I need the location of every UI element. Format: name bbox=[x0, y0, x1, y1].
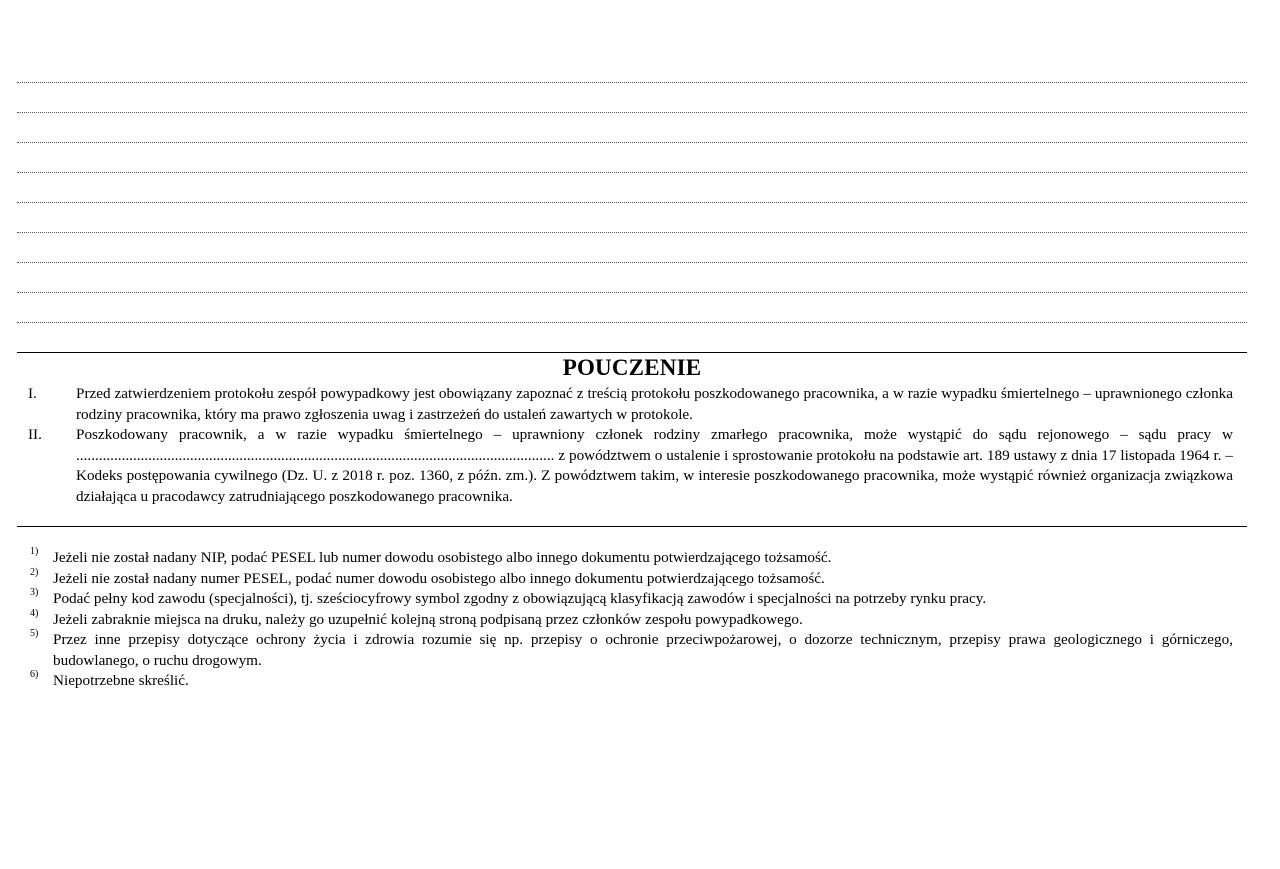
fill-in-line bbox=[17, 82, 1247, 83]
footnote-text: Jeżeli nie został nadany NIP, podać PESEL lub numer dowodu osobistego albo innego dokumentu potwierdzającego tożsamość. bbox=[53, 549, 832, 566]
footnote-item bbox=[28, 589, 1233, 610]
footnote-text: Przez inne przepisy dotyczące ochrony życia i zdrowia rozumie się np. przepisy o ochronie przeciwpożarowej, o dozorze technicznym, przepisy prawa geologicznego i górniczego, budowlanego, o ruchu drogowym. bbox=[53, 631, 1233, 669]
fill-in-line bbox=[17, 262, 1247, 263]
instruction-number: II. bbox=[28, 426, 42, 443]
section-divider-bottom bbox=[17, 526, 1247, 527]
footnote-mark: 6) bbox=[30, 669, 39, 680]
instructions-list bbox=[28, 384, 1233, 507]
section-divider-top bbox=[17, 352, 1247, 353]
footnote-text: Jeżeli zabraknie miejsca na druku, należy go uzupełnić kolejną stroną podpisaną przez członków zespołu powypadkowego. bbox=[53, 610, 803, 628]
footnote-mark: 4) bbox=[30, 607, 39, 619]
footnote-text: Jeżeli nie został nadany numer PESEL, podać numer dowodu osobistego albo innego dokumentu potwierdzającego tożsamość. bbox=[53, 569, 825, 587]
footnote-item bbox=[28, 607, 1233, 631]
instruction-text: Przed zatwierdzeniem protokołu zespół powypadkowy jest obowiązany zapoznać z treścią protokołu poszkodowanego pracownika, a w razie wypadku śmiertelnego – uprawnionego członka rodziny pracownika, który ma prawo zgłoszenia uwag i zastrzeżeń do ustaleń zawartych w protokole. bbox=[76, 385, 1233, 423]
footnote-item bbox=[28, 566, 1233, 590]
footnote-text: Niepotrzebne skreślić. bbox=[53, 672, 189, 689]
instruction-text: Poszkodowany pracownik, a w razie wypadku śmiertelnego – uprawniony członek rodziny zmarłego pracownika, może wystąpić do sądu rejonowego – sądu pracy w .............................................................................................................................. z powództwem o ustalenie i sprostowanie protokołu na podstawie art. 189 ustawy z dnia 17 listopada 1964 r. – Kodeks postępowania cywilnego (Dz. U. z 2018 r. poz. 1360, z późn. zm.). Z powództwem takim, w interesie poszkodowanego pracownika, może wystąpić również organizacja związkowa działająca u pracodawcy zatrudniającego poszkodowanego pracownika. bbox=[76, 426, 1233, 505]
instruction-item bbox=[28, 425, 1233, 507]
fill-in-line bbox=[17, 322, 1247, 323]
fill-in-line bbox=[17, 172, 1247, 173]
footnotes-list bbox=[28, 548, 1233, 692]
footnote-mark: 5) bbox=[30, 628, 39, 639]
instruction-number: I. bbox=[28, 385, 37, 402]
fill-in-line bbox=[17, 202, 1247, 203]
footnote-mark: 3) bbox=[30, 587, 39, 598]
instructions-title: POUCZENIE bbox=[562, 355, 702, 380]
fill-in-line bbox=[17, 292, 1247, 293]
footnote-item bbox=[28, 548, 1233, 569]
footnote-mark: 1) bbox=[30, 546, 39, 557]
footnote-text: Podać pełny kod zawodu (specjalności), tj. sześciocyfrowy symbol zgodny z obowiązującą klasyfikacją zawodów i specjalności na potrzeby rynku pracy. bbox=[53, 590, 987, 607]
instruction-item bbox=[28, 384, 1233, 425]
fill-in-line bbox=[17, 112, 1247, 113]
footnote-item bbox=[28, 671, 1233, 692]
footnote-mark: 2) bbox=[30, 566, 39, 578]
fill-in-line bbox=[17, 232, 1247, 233]
footnote-item bbox=[28, 630, 1233, 671]
fill-in-line bbox=[17, 142, 1247, 143]
